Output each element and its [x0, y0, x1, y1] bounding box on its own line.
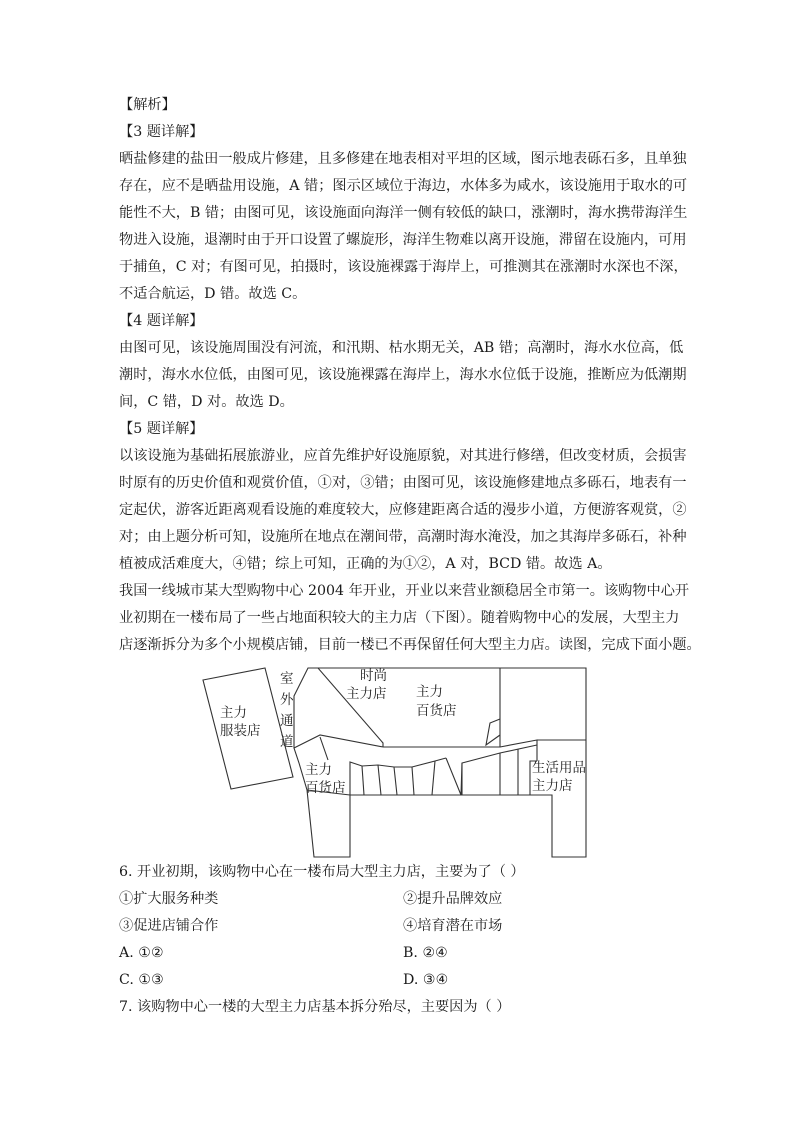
- label-clothing: 服装店: [220, 723, 261, 739]
- intro-line: 我国一线城市某大型购物中心 2004 年开业，开业以来营业额稳居全市第一。该购物中心开: [119, 583, 690, 599]
- q6-stem: 6. 开业初期，该购物中心在一楼布局大型主力店，主要为了（ ）: [119, 864, 525, 880]
- q6-option-b[interactable]: B. ②④: [403, 945, 448, 961]
- shop-divider: [394, 767, 397, 795]
- floor-plan-svg: [200, 665, 600, 860]
- q5-line: 植被成活难度大，④错；综上可知，正确的为①②，A 对，BCD 错。故选 A。: [119, 556, 612, 572]
- q6-item: ①扩大服务种类: [119, 891, 219, 907]
- label-living: 生活用品: [532, 760, 586, 776]
- q5-line: 时原有的历史价值和观赏价值，①对，③错；由图可见，该设施修建地点多砾石，地表有一: [119, 475, 687, 491]
- q4-line: 间，C 错，D 对。故选 D。: [119, 394, 294, 410]
- intro-line: 业初期在一楼布局了一些占地面积较大的主力店（下图）。随着购物中心的发展，大型主力: [119, 610, 680, 626]
- label-left-dept: 主力: [305, 762, 332, 778]
- q5-line: 定起伏，游客近距离观看设施的难度较大，应修建距离合适的漫步小道，方便游客观赏，②: [119, 502, 687, 518]
- q6-item: ②提升品牌效应: [403, 891, 503, 907]
- q6-item: ③促进店铺合作: [119, 918, 219, 934]
- q6-option-d[interactable]: D. ③④: [403, 972, 449, 988]
- q4-heading: 【4 题详解】: [119, 313, 204, 329]
- q3-heading: 【3 题详解】: [119, 124, 204, 140]
- q7-stem: 7. 该购物中心一楼的大型主力店基本拆分殆尽，主要因为（ ）: [119, 999, 511, 1015]
- shop-divider: [412, 767, 414, 795]
- analysis-heading: 【解析】: [119, 97, 176, 113]
- corridor-boundary: [294, 735, 383, 748]
- q3-line: 物进入设施，退潮时由于开口设置了螺旋形，海洋生物难以离开设施，滞留在设施内，可用: [119, 232, 687, 248]
- label-corridor: 外: [280, 692, 294, 708]
- q3-line: 存在，应不是晒盐用设施，A 错；图示区域位于海边，水体多为咸水，该设施用于取水的可: [119, 178, 688, 194]
- q3-line: 于捕鱼，C 对；有图可见，拍摄时，该设施裸露于海岸上，可推测其在涨潮时水深也不深，: [119, 259, 688, 275]
- corridor-bottom-right: [446, 758, 461, 795]
- label-corridor: 室: [280, 671, 294, 687]
- label-left-dept: 百货店: [305, 780, 346, 796]
- intro-line: 店逐渐拆分为多个小规模店铺，目前一楼已不再保留任何大型主力店。读图，完成下面小题。: [119, 637, 701, 653]
- label-corridor: 道: [280, 734, 294, 750]
- shop-divider: [378, 765, 381, 795]
- shop-divider: [432, 761, 435, 795]
- label-top-dept: 百货店: [416, 703, 457, 719]
- q5-line: 以该设施为基础拓展旅游业，应首先维护好设施原貌，对其进行修缮，但改变材质，会损害: [119, 448, 687, 464]
- label-corridor: 通: [280, 713, 294, 729]
- label-living: 主力店: [532, 778, 573, 794]
- q6-item: ④培育潜在市场: [403, 918, 503, 934]
- label-top-dept: 主力: [416, 684, 443, 700]
- q5-line: 对；由上题分析可知，设施所在地点在潮间带，高潮时海水淹没，加之其海岸多砾石，补种: [119, 529, 687, 545]
- q4-line: 潮时，海水水位低，由图可见，该设施裸露在海岸上，海水水位低于设施，推断应为低潮期: [119, 367, 687, 383]
- corridor-bottom-right: [461, 745, 537, 795]
- q5-heading: 【5 题详解】: [119, 421, 204, 437]
- top-dept-detail: [486, 719, 500, 745]
- label-fashion: 主力店: [346, 686, 387, 702]
- shop-divider: [362, 766, 364, 795]
- q6-option-a[interactable]: A. ①②: [119, 945, 164, 961]
- q3-line: 不适合航运，D 错。故选 C。: [119, 286, 307, 302]
- q3-line: 晒盐修建的盐田一般成片修建，且多修建在地表相对平坦的区域，图示地表砾石多，且单独: [119, 151, 687, 167]
- q3-line: 能性不大，B 错；由图可见，该设施面向海洋一侧有较低的缺口，涨潮时，海水携带海洋生: [119, 205, 688, 221]
- floor-plan-diagram: [200, 665, 600, 860]
- corridor-bottom-left: [350, 758, 446, 795]
- q4-line: 由图可见，该设施周围没有河流，和汛期、枯水期无关，AB 错；高潮时，海水水位高，低: [119, 340, 684, 356]
- label-clothing: 主力: [220, 705, 247, 721]
- label-fashion: 时尚: [360, 668, 387, 684]
- left-dept-divider: [320, 737, 328, 760]
- q6-option-c[interactable]: C. ①③: [119, 972, 164, 988]
